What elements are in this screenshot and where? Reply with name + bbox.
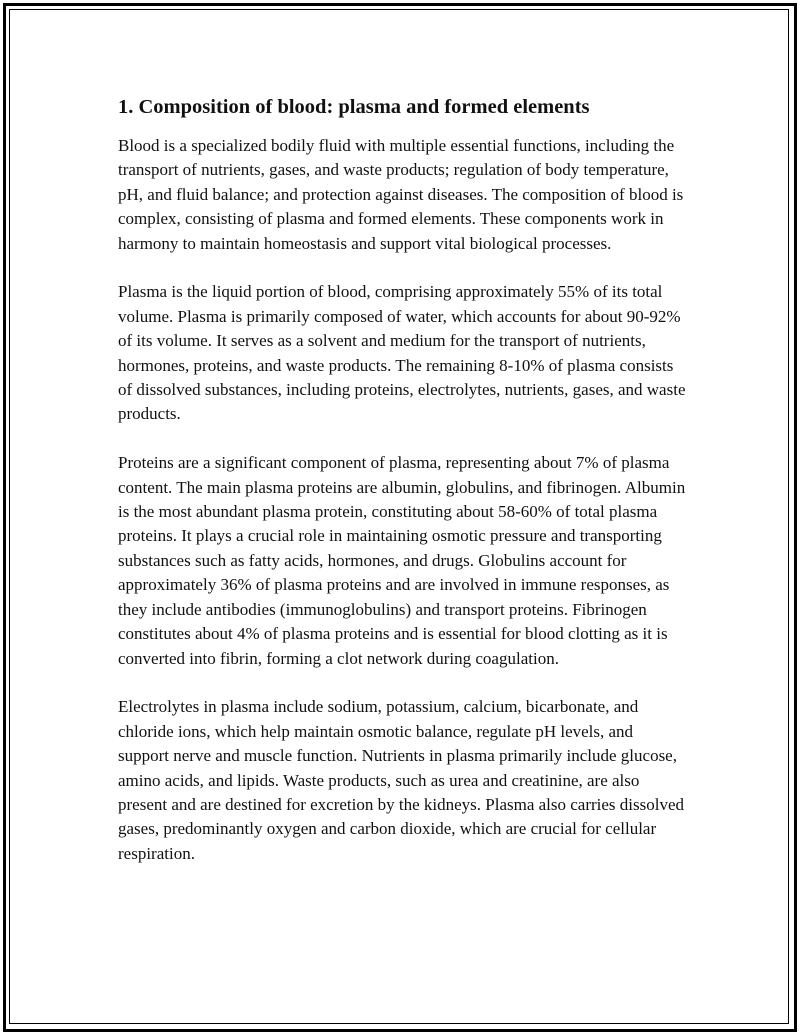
paragraph-plasma-proteins: Proteins are a significant component of plasma, representing about 7% of plasma content. The main plasma proteins are albumin, globulins, and fibrinogen. Albumin is the most abundant plasma protein, constituting about 58-60% of total plasma proteins. It plays a crucial role in maintaining osmotic pressure and transporting substances such as fatty acids, hormones, and drugs. Globulins account for approximately 36% of plasma proteins and are involved in immune responses, as they include antibodies (immunoglobulins) and transport proteins. Fibrinogen constitutes about 4% of plasma proteins and is essential for blood clotting as it is converted into fibrin, forming a clot network during coagulation. [118, 453, 686, 668]
paragraph-blood-overview: Blood is a specialized bodily fluid with multiple essential functions, including the transport of nutrients, gases, and waste products; regulation of body temperature, pH, and fluid balance; and protection against diseases. The composition of blood is complex, consisting of plasma and formed elements. These components work in harmony to maintain homeostasis and support vital biological processes. [118, 136, 684, 253]
paragraph-electrolytes-nutrients: Electrolytes in plasma include sodium, potassium, calcium, bicarbonate, and chloride ions, which help maintain osmotic balance, regulate pH levels, and support nerve and muscle function. Nutrients in plasma primarily include glucose, amino acids, and lipids. Waste products, such as urea and creatinine, are also present and are destined for excretion by the kidneys. Plasma also carries dissolved gases, predominantly oxygen and carbon dioxide, which are crucial for cellular respiration. [118, 697, 685, 863]
section-heading: 1. Composition of blood: plasma and formed elements [118, 96, 590, 118]
paragraph-plasma: Plasma is the liquid portion of blood, comprising approximately 55% of its total volume. Plasma is primarily composed of water, which accounts for about 90-92% of its volume. It serves as a solvent and medium for the transport of nutrients, hormones, proteins, and waste products. The remaining 8-10% of plasma consists of dissolved substances, including proteins, electrolytes, nutrients, gases, and waste products. [118, 282, 686, 424]
document-body [118, 94, 688, 891]
